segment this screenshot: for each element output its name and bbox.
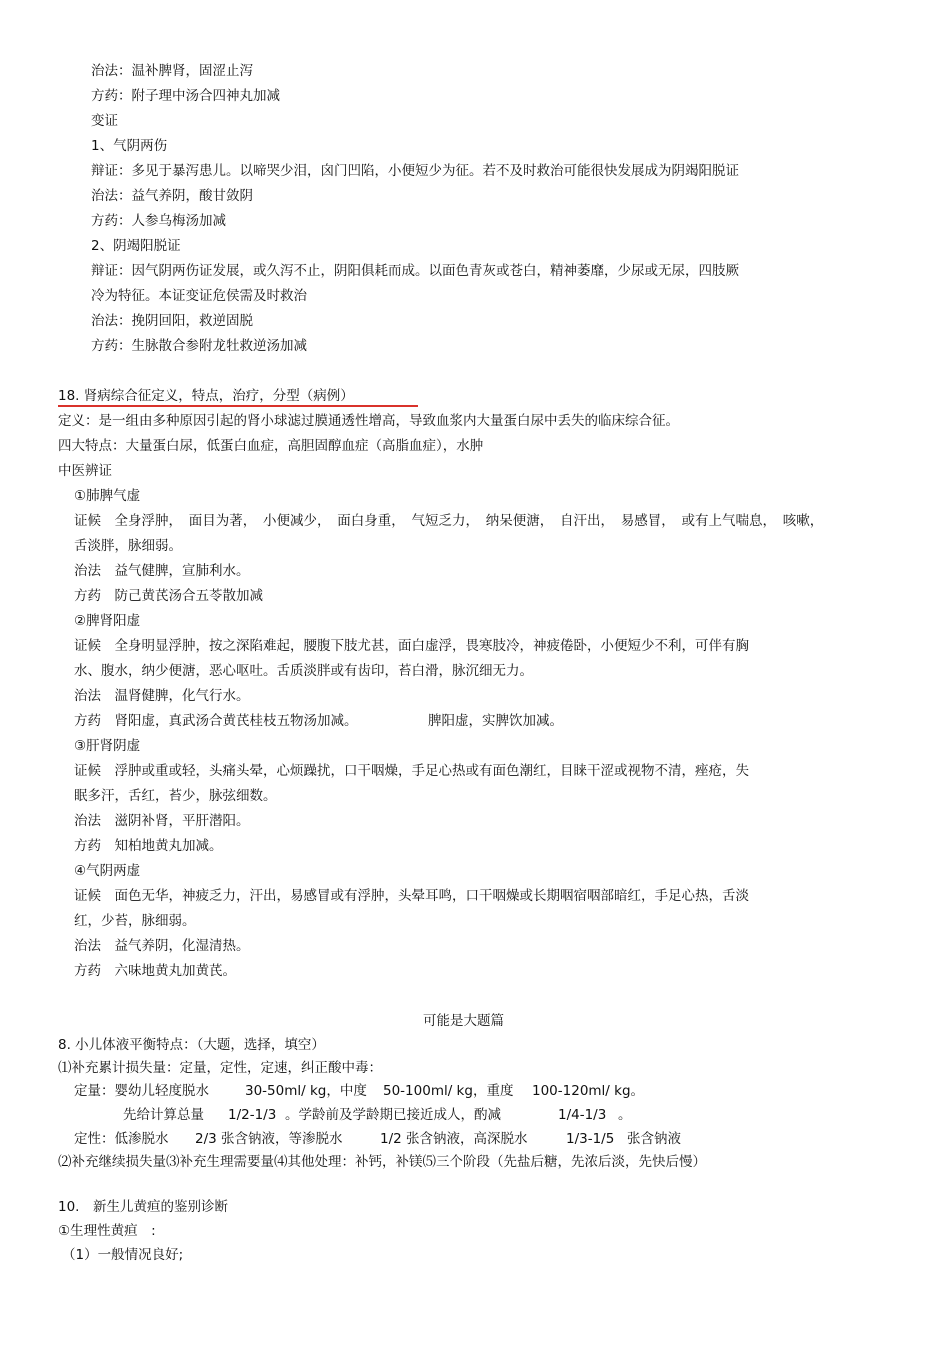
symptom-text: 水、腹水，纳少便溏，恶心呕吐。舌质淡胖或有齿印，苔白滑，脉沉细无力。 <box>74 663 533 679</box>
recipe-text: 脾阳虚，实脾饮加减。 <box>428 713 563 729</box>
type-heading: ③肝肾阴虚 <box>74 738 141 754</box>
text-line: 治法：温补脾肾，固涩止泻 <box>91 63 253 79</box>
features-text: 四大特点：大量蛋白尿，低蛋白血症，高胆固醇血症（高脂血症），水肿 <box>58 438 484 454</box>
treatment-text: 治法 益气养阴，化湿清热。 <box>74 938 250 954</box>
text-fragment: 定量：婴幼儿轻度脱水 <box>74 1083 209 1099</box>
symptom-text: 证候 全身浮肿， 面目为著， 小便减少， 面白身重， 气短乏力， 纳呆便溏， 自汗出， 易感冒， 或有上气喘息， 咳嗽， <box>74 513 824 529</box>
treatment-text: 治法 滋阴补肾，平肝潜阳。 <box>74 813 250 829</box>
text-line: 2、阴竭阳脱证 <box>91 238 181 254</box>
text-line: 1、气阴两伤 <box>91 138 168 154</box>
text-fragment: 。 <box>618 1107 632 1123</box>
type-heading: ④气阴两虚 <box>74 863 141 879</box>
symptom-text: 舌淡胖，脉细弱。 <box>74 538 182 554</box>
part-heading: 可能是大题篇 <box>423 1013 504 1029</box>
symptom-text: 证候 全身明显浮肿，按之深陷难起，腰腹下肢尤甚，面白虚浮，畏寒肢冷，神疲倦卧，小便短少不利，可伴有胸 <box>74 638 749 654</box>
treatment-text: 治法 益气健脾，宣肺利水。 <box>74 563 250 579</box>
text-fragment: 30-50ml/ kg，中度 <box>245 1083 367 1099</box>
text-fragment: 定性：低渗脱水 <box>74 1131 169 1147</box>
text-line: 治法：益气养阴，酸甘敛阴 <box>91 188 253 204</box>
treatment-text: 治法 温肾健脾，化气行水。 <box>74 688 250 704</box>
symptom-text: 红，少苔，脉细弱。 <box>74 913 196 929</box>
text-fragment: 。学龄前及学龄期已接近成人，酌减 <box>285 1107 501 1123</box>
text-line: 辩证：因气阴两伤证发展，或久泻不止，阴阳俱耗而成。以面色青灰或苍白，精神萎靡，少尿或无尿，四肢厥 <box>91 263 739 279</box>
text-fragment: 1/3-1/5 <box>566 1131 615 1147</box>
text-line: ⑵补充继续损失量⑶补充生理需要量⑷其他处理：补钙，补镁⑸三个阶段（先盐后糖，先浓后淡，先快后慢） <box>58 1154 706 1170</box>
text-fragment: 2/3 张含钠液，等渗脱水 <box>195 1131 343 1147</box>
text-fragment: 1/2 张含钠液，高深脱水 <box>380 1131 528 1147</box>
text-line: 方药：生脉散合参附龙牡救逆汤加减 <box>91 338 307 354</box>
text-line: 方药：附子理中汤合四神丸加减 <box>91 88 280 104</box>
text-line: 变证 <box>91 113 118 129</box>
text-line: 冷为特征。本证变证危侯需及时救治 <box>91 288 307 304</box>
symptom-text: 证候 面色无华，神疲乏力，汗出，易感冒或有浮肿，头晕耳鸣，口干咽燥或长期咽宿咽部暗红，手足心热，舌淡 <box>74 888 749 904</box>
section-title: 10. 新生儿黄疸的鉴别诊断 <box>58 1199 228 1215</box>
text-line: 治法：挽阴回阳，救逆固脱 <box>91 313 253 329</box>
text-fragment: 1/2-1/3 <box>228 1107 277 1123</box>
text-line: 方药：人参乌梅汤加减 <box>91 213 226 229</box>
red-underline <box>58 405 418 407</box>
text-line: （1）一般情况良好; <box>62 1247 184 1263</box>
type-heading: ②脾肾阳虚 <box>74 613 141 629</box>
recipe-text: 方药 六味地黄丸加黄芪。 <box>74 963 236 979</box>
symptom-text: 证候 浮肿或重或轻，头痛头晕，心烦躁扰，口干咽燥，手足心热或有面色潮红，目睐干涩或视物不清，痤疮，失 <box>74 763 749 779</box>
text-line: ⑴补充累计损失量：定量，定性，定速，纠正酸中毒： <box>58 1060 382 1076</box>
section-title: 8. 小儿体液平衡特点：（大题，选择，填空） <box>58 1037 325 1053</box>
tcm-heading: 中医辨证 <box>58 463 112 479</box>
definition-text: 定义：是一组由多种原因引起的肾小球滤过膜通透性增高，导致血浆内大量蛋白尿中丢失的临床综合征。 <box>58 413 679 429</box>
text-fragment: 100-120ml/ kg。 <box>532 1083 645 1099</box>
text-line: ①生理性黄疸 : <box>58 1223 156 1239</box>
recipe-text: 方药 防己黄芪汤合五苓散加减 <box>74 588 263 604</box>
section-title: 18. 肾病综合征定义，特点，治疗，分型（病例） <box>58 388 354 404</box>
text-fragment: 先给计算总量 <box>123 1107 204 1123</box>
text-fragment: 50-100ml/ kg，重度 <box>383 1083 514 1099</box>
text-fragment: 1/4-1/3 <box>558 1107 607 1123</box>
text-line: 辩证：多见于暴泻患儿。以啼哭少泪，囟门凹陷，小便短少为征。若不及时救治可能很快发展成为阴竭阳脱证 <box>91 163 739 179</box>
text-fragment: 张含钠液 <box>627 1131 681 1147</box>
symptom-text: 眠多汗，舌红，苔少，脉弦细数。 <box>74 788 277 804</box>
type-heading: ①肺脾气虚 <box>74 488 141 504</box>
recipe-text: 方药 肾阳虚，真武汤合黄芪桂枝五物汤加减。 <box>74 713 358 729</box>
recipe-text: 方药 知柏地黄丸加减。 <box>74 838 223 854</box>
